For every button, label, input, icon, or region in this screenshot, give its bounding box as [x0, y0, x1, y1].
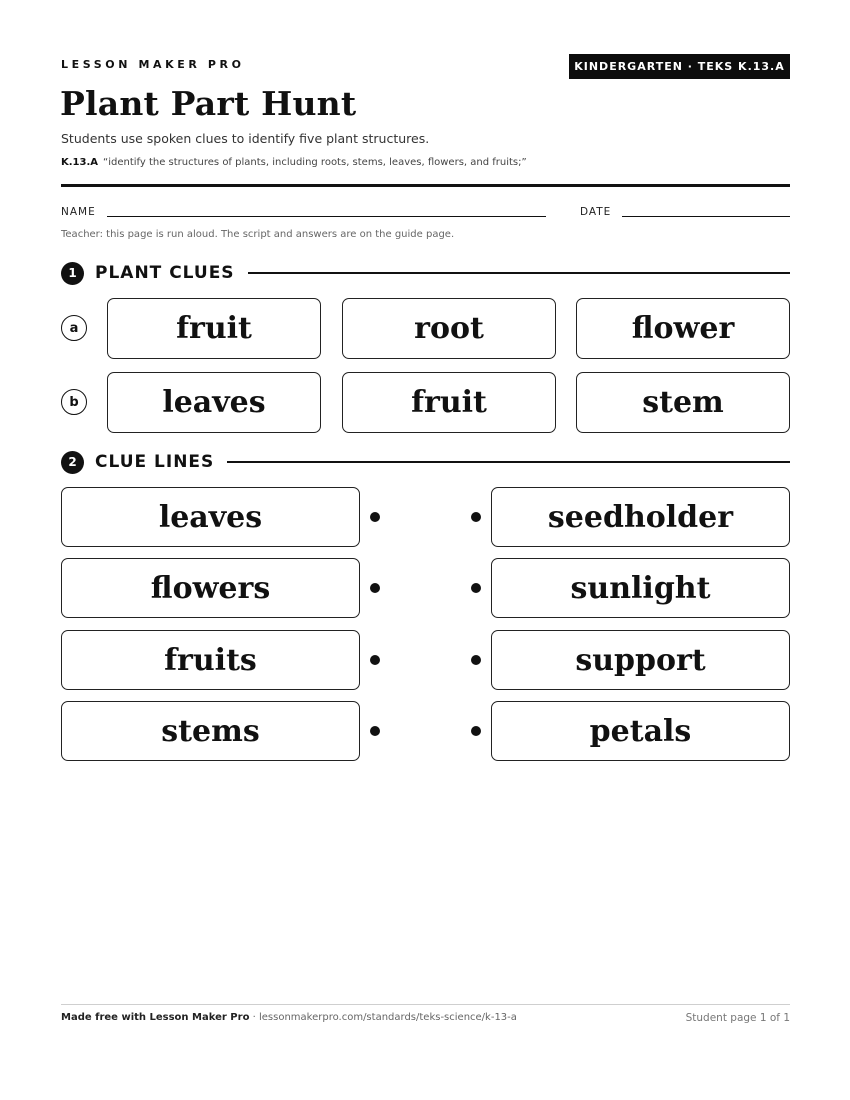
clue-word-card[interactable]: fruit — [342, 372, 556, 433]
match-right-dot[interactable] — [471, 655, 481, 665]
worksheet-subtitle: Students use spoken clues to identify five plant structures. — [61, 131, 430, 146]
match-right-card[interactable]: sunlight — [491, 558, 790, 618]
match-left-card[interactable]: leaves — [61, 487, 360, 547]
match-right-dot[interactable] — [471, 512, 481, 522]
standard-code: K.13.A — [61, 157, 99, 168]
brand-name: LESSON MAKER PRO — [61, 58, 245, 71]
section-title: CLUE LINES — [95, 452, 215, 472]
match-right-dot[interactable] — [471, 726, 481, 736]
clue-word-card[interactable]: stem — [576, 372, 790, 433]
clue-word-card[interactable]: leaves — [107, 372, 321, 433]
clue-word-card[interactable]: root — [342, 298, 556, 359]
section-plant-clues-header — [61, 261, 790, 285]
match-left-dot[interactable] — [370, 726, 380, 736]
match-right-card[interactable]: support — [491, 630, 790, 690]
footer-credit — [61, 1012, 517, 1023]
standard-line — [61, 157, 527, 168]
date-field-line[interactable] — [622, 216, 790, 217]
match-left-card[interactable]: fruits — [61, 630, 360, 690]
match-right-card[interactable]: petals — [491, 701, 790, 761]
teacher-note: Teacher: this page is run aloud. The script and answers are on the guide page. — [61, 229, 455, 240]
section-title: PLANT CLUES — [95, 263, 235, 283]
date-label: DATE — [580, 206, 612, 218]
section-clue-lines-header — [61, 450, 790, 474]
grade-standard-badge: KINDERGARTEN · TEKS K.13.A — [569, 54, 790, 79]
worksheet-title: Plant Part Hunt — [60, 84, 357, 123]
row-letter-a: a — [61, 315, 87, 341]
row-letter-b: b — [61, 389, 87, 415]
match-left-card[interactable]: stems — [61, 701, 360, 761]
footer-url: · lessonmakerpro.com/standards/teks-science/k-13-a — [249, 1012, 517, 1023]
section-number-badge: 2 — [61, 451, 84, 474]
footer-page-number: Student page 1 of 1 — [685, 1012, 790, 1024]
match-left-dot[interactable] — [370, 512, 380, 522]
footer-made-with: Made free with Lesson Maker Pro — [61, 1012, 250, 1023]
section-rule — [227, 461, 790, 463]
clue-word-card[interactable]: fruit — [107, 298, 321, 359]
header-divider — [61, 184, 790, 187]
standard-text: “identify the structures of plants, including roots, stems, leaves, flowers, and fruits;” — [103, 157, 527, 168]
section-number-badge: 1 — [61, 262, 84, 285]
match-left-dot[interactable] — [370, 655, 380, 665]
match-left-dot[interactable] — [370, 583, 380, 593]
name-label: NAME — [61, 206, 96, 218]
name-field-line[interactable] — [107, 216, 546, 217]
clue-word-card[interactable]: flower — [576, 298, 790, 359]
footer-divider — [61, 1004, 790, 1005]
match-left-card[interactable]: flowers — [61, 558, 360, 618]
match-right-card[interactable]: seedholder — [491, 487, 790, 547]
match-right-dot[interactable] — [471, 583, 481, 593]
section-rule — [248, 272, 790, 274]
